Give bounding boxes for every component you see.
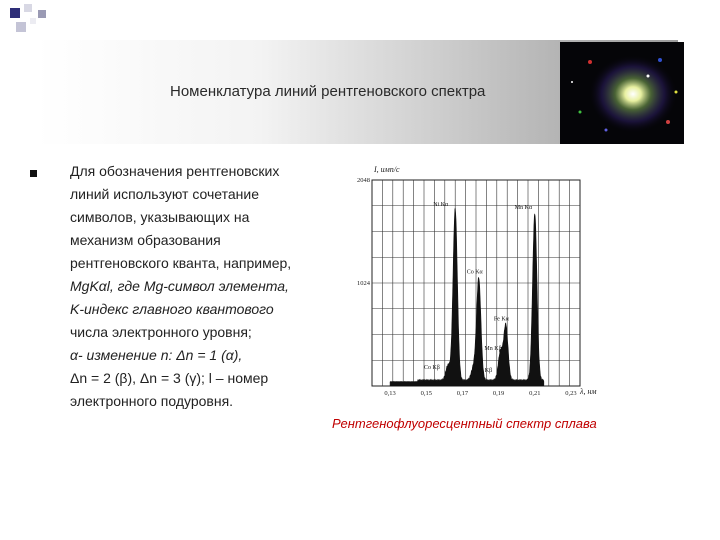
text-line: K-индекс главного квантового bbox=[70, 301, 274, 317]
text-line: линий используют сочетание bbox=[70, 186, 259, 202]
x-tick-label: 0,21 bbox=[529, 390, 541, 397]
text-line: Для обозначения рентгеновских bbox=[70, 163, 280, 179]
text-line: Δn = 2 (β), Δn = 3 (γ); l – номер bbox=[70, 370, 269, 386]
peak-label: Fe Kα bbox=[493, 316, 509, 323]
slide-title: Номенклатура линий рентгеновского спектра bbox=[170, 83, 486, 100]
text-line: α- изменение n: Δn = 1 (α), bbox=[70, 347, 243, 363]
x-tick-label: 0,23 bbox=[565, 390, 577, 397]
peak-label: Ni Kα bbox=[433, 201, 449, 208]
x-tick-label: 0,19 bbox=[492, 390, 505, 397]
text-line: механизм образования bbox=[70, 232, 221, 248]
chart-caption: Рентгенофлуоресцентный спектр сплава bbox=[332, 416, 597, 431]
space-photo bbox=[560, 42, 684, 144]
text-line: электронного подуровня. bbox=[70, 393, 234, 409]
body-text bbox=[70, 160, 340, 413]
y-tick-label: 1024 bbox=[357, 280, 370, 287]
bullet-marker bbox=[30, 170, 37, 177]
text-line: MgKαl, где Mg-символ элемента, bbox=[70, 278, 289, 294]
peak-label: Mn Kα bbox=[514, 205, 533, 212]
peak-label: Mn Kβ bbox=[484, 345, 502, 352]
text-line: рентгеновского кванта, например, bbox=[70, 255, 292, 271]
text-line: символов, указывающих на bbox=[70, 209, 250, 225]
corner-squares-decoration bbox=[0, 0, 70, 40]
x-tick-label: 0,13 bbox=[384, 390, 396, 397]
peak-label: Co Kα bbox=[466, 269, 483, 276]
spectrum-line bbox=[390, 208, 544, 386]
y-axis-label: I, имп/с bbox=[374, 165, 400, 174]
x-tick-label: 0,15 bbox=[420, 390, 432, 397]
xrf-spectrum-chart bbox=[344, 158, 600, 412]
y-tick-label: 2048 bbox=[357, 177, 370, 184]
peak-label: Co Kβ bbox=[423, 364, 440, 371]
text-line: числа электронного уровня; bbox=[70, 324, 252, 340]
x-tick-label: 0,17 bbox=[456, 390, 469, 397]
x-axis-label: λ, нм bbox=[580, 387, 597, 396]
peak-label: Fe Kβ bbox=[477, 367, 493, 374]
